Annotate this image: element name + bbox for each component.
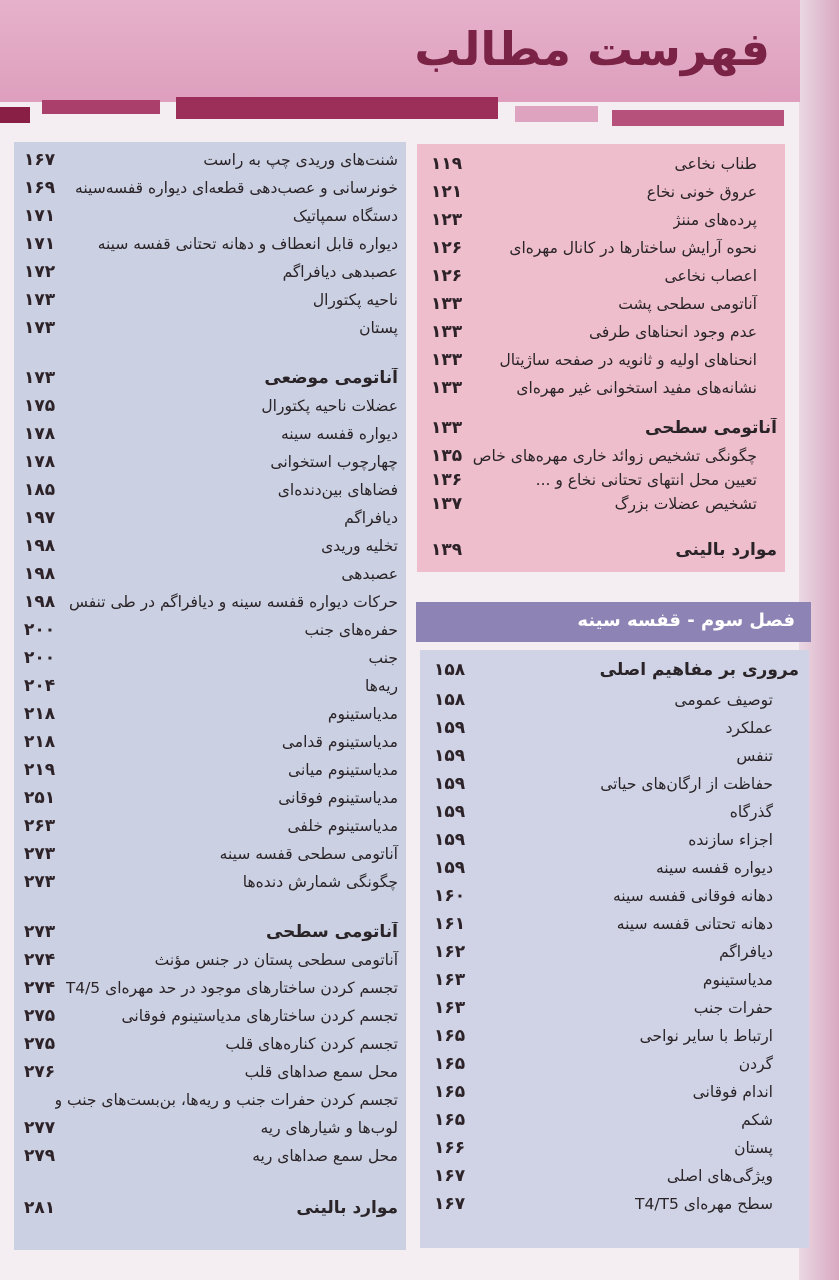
toc-entry-label: مدیاستینوم خلفی [287, 817, 398, 835]
toc-entry-label: سطح مهره‌ای T4/T5 [634, 1195, 773, 1213]
toc-entry [420, 770, 809, 798]
toc-entry [420, 826, 809, 854]
toc-entry-label: آناتومی موضعی [264, 368, 398, 388]
toc-entry-label: عصبدهی دیافراگم [282, 263, 398, 281]
toc-entry [417, 374, 785, 402]
toc-entry-label: مروری بر مفاهیم اصلی [599, 660, 799, 680]
toc-entry-page: ۱۹۷ [24, 508, 56, 528]
toc-entry [14, 532, 406, 560]
toc-entry-label: حفرات جنب [693, 999, 773, 1017]
toc-entry-label: مدیاستینوم فوقانی [278, 789, 398, 807]
toc-entry-label: آناتومی سطحی قفسه سینه [219, 845, 398, 863]
toc-entry [417, 346, 785, 374]
toc-entry-label: حرکات دیواره قفسه سینه و دیافراگم در طی تنفس [68, 593, 398, 611]
toc-entry-page: ۲۰۰ [24, 620, 56, 640]
toc-entry-label: چهارچوب استخوانی [270, 453, 398, 471]
chapter-title: فصل سوم - قفسه سینه [577, 610, 795, 631]
toc-entry-page: ۱۶۵ [434, 1082, 466, 1102]
toc-entry [14, 314, 406, 342]
toc-entry-label: موارد بالینی [296, 1198, 398, 1218]
toc-entry [14, 146, 406, 174]
toc-entry-label: دیافراگم [719, 943, 773, 961]
toc-entry [420, 966, 809, 994]
toc-entry [14, 1002, 406, 1030]
toc-entry-label: عصبدهی [341, 565, 398, 583]
toc-entry-page: ۲۷۵ [24, 1034, 56, 1054]
toc-entry-label: عضلات ناحیه پکتورال [261, 397, 398, 415]
decor-bar [612, 110, 784, 126]
toc-entry [14, 560, 406, 588]
toc-entry-page: ۲۷۹ [24, 1146, 56, 1166]
toc-entry-label: تنفس [736, 747, 773, 765]
toc-entry-label: شنت‌های وریدی چپ به راست [203, 151, 398, 169]
toc-entry-label: تجسم کردن ساختارهای مدیاستینوم فوقانی [121, 1007, 398, 1025]
toc-entry-page: ۱۶۵ [434, 1054, 466, 1074]
toc-entry [417, 490, 785, 518]
toc-entry-label: آناتومی سطحی [265, 922, 398, 942]
toc-entry-page: ۱۷۸ [24, 424, 56, 444]
toc-entry [14, 946, 406, 974]
toc-entry [14, 258, 406, 286]
toc-entry-label: ناحیه پکتورال [312, 291, 398, 309]
toc-entry-label: پرده‌های مننژ [672, 211, 757, 229]
toc-entry-label: آناتومی سطحی پستان در جنس مؤنث [154, 951, 398, 969]
toc-entry-label: نحوه آرایش ساختارها در کانال مهره‌ای [509, 239, 757, 257]
toc-entry-page: ۱۶۰ [434, 886, 466, 906]
toc-entry-page: ۲۰۴ [24, 676, 56, 696]
toc-entry [14, 364, 406, 392]
toc-entry-label: تشخیص عضلات بزرگ [614, 495, 757, 513]
toc-entry-label: طناب نخاعی [674, 155, 757, 173]
toc-entry [417, 178, 785, 206]
toc-entry [420, 938, 809, 966]
toc-entry [14, 756, 406, 784]
toc-entry-page: ۱۵۸ [434, 660, 466, 680]
toc-entry [14, 230, 406, 258]
toc-entry-page: ۱۳۳ [431, 378, 463, 398]
toc-entry [14, 1114, 406, 1142]
toc-entry [420, 686, 809, 714]
toc-entry-page: ۱۷۳ [24, 318, 56, 338]
toc-entry-page: ۱۷۸ [24, 452, 56, 472]
toc-entry-label: دیواره قفسه سینه [655, 859, 773, 877]
toc-entry-page: ۲۷۴ [24, 978, 56, 998]
toc-entry-page: ۲۱۸ [24, 704, 56, 724]
toc-entry [420, 1134, 809, 1162]
toc-entry [14, 974, 406, 1002]
toc-entry-label: تجسم کردن حفرات جنب و ریه‌ها، بن‌بست‌های جنب و [54, 1091, 398, 1109]
toc-entry [14, 728, 406, 756]
toc-entry [420, 1050, 809, 1078]
toc-entry-page: ۲۷۴ [24, 950, 56, 970]
toc-entry-label: آناتومی سطحی پشت [618, 295, 757, 313]
toc-entry [420, 656, 809, 684]
toc-entry-label: اجزاء سازنده [688, 831, 773, 849]
page-title: فهرست مطالب [414, 22, 770, 76]
toc-entry-label: دهانه فوقانی قفسه سینه [612, 887, 773, 905]
toc-entry-page: ۱۳۷ [431, 494, 463, 514]
toc-entry [14, 1086, 406, 1114]
toc-entry-label: تخلیه وریدی [321, 537, 398, 555]
toc-entry-label: حفره‌های جنب [304, 621, 398, 639]
toc-entry [417, 414, 785, 442]
toc-entry-label: چگونگی تشخیص زوائد خاری مهره‌های خاص [472, 447, 757, 465]
toc-entry [417, 318, 785, 346]
toc-entry-page: ۱۶۳ [434, 998, 466, 1018]
decor-bar [0, 107, 30, 123]
toc-entry-page: ۱۶۱ [434, 914, 466, 934]
toc-entry-label: جنب [368, 649, 398, 667]
toc-entry-label: پستان [734, 1139, 773, 1157]
toc-entry [420, 854, 809, 882]
toc-entry-label: مدیاستینوم [702, 971, 773, 989]
toc-chapter-three [420, 650, 809, 1248]
toc-entry-page: ۱۳۹ [431, 540, 463, 560]
toc-entry [420, 1078, 809, 1106]
toc-entry-label: توصیف عمومی [674, 691, 773, 709]
toc-chapter-two-end [417, 144, 785, 572]
toc-entry-label: شکم [741, 1111, 773, 1129]
toc-entry-page: ۱۲۳ [431, 210, 463, 230]
toc-entry-label: تعیین محل انتهای تحتانی نخاع و ... [535, 471, 757, 489]
toc-entry-label: ریه‌ها [364, 677, 398, 695]
toc-entry-page: ۱۷۵ [24, 396, 56, 416]
decor-bar [176, 97, 498, 119]
toc-left-column [14, 142, 406, 1250]
toc-entry-page: ۱۵۹ [434, 802, 466, 822]
toc-entry-page: ۲۷۷ [24, 1118, 56, 1138]
decor-bar [42, 100, 160, 114]
toc-entry [14, 1058, 406, 1086]
toc-entry-page: ۲۰۰ [24, 648, 56, 668]
toc-entry-label: گذرگاه [729, 803, 773, 821]
toc-entry-label: محل سمع صداهای قلب [244, 1063, 398, 1081]
toc-entry [420, 1190, 809, 1218]
toc-entry-label: ارتباط با سایر نواحی [639, 1027, 773, 1045]
toc-entry [420, 742, 809, 770]
toc-entry-page: ۱۳۵ [431, 446, 463, 466]
toc-entry-page: ۱۷۳ [24, 368, 56, 388]
toc-entry-page: ۱۶۵ [434, 1110, 466, 1130]
toc-entry [14, 868, 406, 896]
toc-entry-page: ۱۳۳ [431, 350, 463, 370]
toc-entry-label: تجسم کردن ساختارهای موجود در حد مهره‌ای T4/5 [65, 979, 398, 997]
toc-entry-label: فضاهای بین‌دنده‌ای [277, 481, 398, 499]
toc-entry-label: اندام فوقانی [692, 1083, 773, 1101]
toc-entry [420, 1162, 809, 1190]
toc-entry-label: آناتومی سطحی [644, 418, 777, 438]
toc-entry [14, 672, 406, 700]
toc-entry [420, 882, 809, 910]
toc-entry-page: ۱۶۲ [434, 942, 466, 962]
toc-entry-label: انحناهای اولیه و ثانویه در صفحه ساژیتال [499, 351, 757, 369]
toc-entry [14, 700, 406, 728]
toc-entry-label: دیافراگم [344, 509, 398, 527]
toc-entry-page: ۱۹۸ [24, 564, 56, 584]
toc-entry-label: ویژگی‌های اصلی [666, 1167, 773, 1185]
toc-entry-page: ۲۸۱ [24, 1198, 56, 1218]
toc-entry-label: عروق خونی نخاع [646, 183, 757, 201]
toc-entry [14, 1030, 406, 1058]
toc-entry [14, 392, 406, 420]
toc-entry [14, 448, 406, 476]
toc-entry-page: ۱۵۹ [434, 774, 466, 794]
toc-entry-label: دیواره قابل انعطاف و دهانه تحتانی قفسه سینه [97, 235, 398, 253]
toc-entry-label: دیواره قفسه سینه [280, 425, 398, 443]
toc-entry-label: دهانه تحتانی قفسه سینه [616, 915, 773, 933]
toc-entry [14, 1194, 406, 1222]
toc-entry-label: عملکرد [725, 719, 773, 737]
toc-entry [14, 644, 406, 672]
toc-entry-label: مدیاستینوم [327, 705, 398, 723]
toc-entry [14, 1142, 406, 1170]
toc-entry [417, 262, 785, 290]
toc-entry-label: اعصاب نخاعی [664, 267, 757, 285]
toc-entry-page: ۲۷۵ [24, 1006, 56, 1026]
toc-entry-page: ۲۷۶ [24, 1062, 56, 1082]
toc-entry [14, 918, 406, 946]
toc-entry [14, 616, 406, 644]
toc-entry [14, 504, 406, 532]
toc-entry-page: ۲۶۳ [24, 816, 56, 836]
toc-entry [14, 812, 406, 840]
toc-entry-label: گردن [738, 1055, 773, 1073]
toc-entry [420, 910, 809, 938]
toc-entry [14, 174, 406, 202]
toc-entry-page: ۱۲۶ [431, 266, 463, 286]
toc-entry-page: ۱۶۳ [434, 970, 466, 990]
toc-entry [417, 234, 785, 262]
toc-entry-page: ۲۷۳ [24, 922, 56, 942]
toc-entry-page: ۱۶۷ [434, 1166, 466, 1186]
toc-entry-page: ۲۷۳ [24, 844, 56, 864]
toc-entry-page: ۱۵۹ [434, 746, 466, 766]
toc-entry-page: ۱۵۹ [434, 718, 466, 738]
toc-entry [420, 714, 809, 742]
toc-entry-page: ۱۶۹ [24, 178, 56, 198]
toc-entry-label: نشانه‌های مفید استخوانی غیر مهره‌ای [516, 379, 757, 397]
toc-entry-page: ۱۳۳ [431, 294, 463, 314]
toc-entry-page: ۱۹۸ [24, 536, 56, 556]
toc-entry-page: ۱۶۶ [434, 1138, 466, 1158]
toc-entry-page: ۱۶۷ [434, 1194, 466, 1214]
toc-entry-page: ۱۳۳ [431, 418, 463, 438]
toc-entry-page: ۱۷۱ [24, 206, 56, 226]
toc-entry [14, 840, 406, 868]
toc-entry-page: ۱۹۸ [24, 592, 56, 612]
decor-bar [515, 106, 598, 122]
toc-entry [420, 798, 809, 826]
toc-entry-label: پستان [359, 319, 398, 337]
toc-entry-page: ۱۶۷ [24, 150, 56, 170]
toc-entry-page: ۱۶۵ [434, 1026, 466, 1046]
toc-entry [417, 206, 785, 234]
toc-entry-page: ۲۷۳ [24, 872, 56, 892]
toc-entry-label: تجسم کردن کناره‌های قلب [225, 1035, 398, 1053]
toc-entry-page: ۱۵۸ [434, 690, 466, 710]
toc-entry [14, 202, 406, 230]
toc-entry-label: حفاظت از ارگان‌های حیاتی [600, 775, 773, 793]
toc-entry-page: ۱۲۶ [431, 238, 463, 258]
toc-entry-label: مدیاستینوم قدامی [281, 733, 398, 751]
toc-entry-page: ۱۷۲ [24, 262, 56, 282]
toc-entry-page: ۱۱۹ [431, 154, 463, 174]
toc-entry-label: لوب‌ها و شیارهای ریه [260, 1119, 398, 1137]
chapter-heading [416, 602, 811, 642]
toc-entry-label: عدم وجود انحناهای طرفی [588, 323, 757, 341]
toc-entry [14, 476, 406, 504]
toc-entry-page: ۱۳۶ [431, 470, 463, 490]
toc-entry [14, 420, 406, 448]
toc-entry-page: ۲۵۱ [24, 788, 56, 808]
toc-entry [417, 150, 785, 178]
toc-entry [14, 784, 406, 812]
toc-entry-page: ۱۵۹ [434, 830, 466, 850]
toc-entry-page: ۱۷۱ [24, 234, 56, 254]
header-band [0, 0, 800, 102]
toc-entry-label: دستگاه سمپاتیک [292, 207, 398, 225]
toc-entry-page: ۱۲۱ [431, 182, 463, 202]
toc-entry-page: ۱۵۹ [434, 858, 466, 878]
toc-entry-page: ۲۱۸ [24, 732, 56, 752]
toc-entry-page: ۲۱۹ [24, 760, 56, 780]
toc-entry [417, 290, 785, 318]
toc-entry [14, 286, 406, 314]
toc-entry [420, 1022, 809, 1050]
toc-entry-page: ۱۸۵ [24, 480, 56, 500]
toc-entry-page: ۱۳۳ [431, 322, 463, 342]
toc-entry-label: موارد بالینی [675, 540, 777, 560]
toc-entry-label: محل سمع صداهای ریه [252, 1147, 398, 1165]
toc-entry [420, 1106, 809, 1134]
toc-entry-label: خونرسانی و عصب‌دهی قطعه‌ای دیواره قفسه‌سینه [75, 179, 398, 197]
toc-entry-label: مدیاستینوم میانی [288, 761, 398, 779]
toc-entry [14, 588, 406, 616]
toc-entry [417, 536, 785, 564]
toc-entry-page: ۱۷۳ [24, 290, 56, 310]
toc-entry-label: چگونگی شمارش دنده‌ها [242, 873, 398, 891]
toc-entry [420, 994, 809, 1022]
